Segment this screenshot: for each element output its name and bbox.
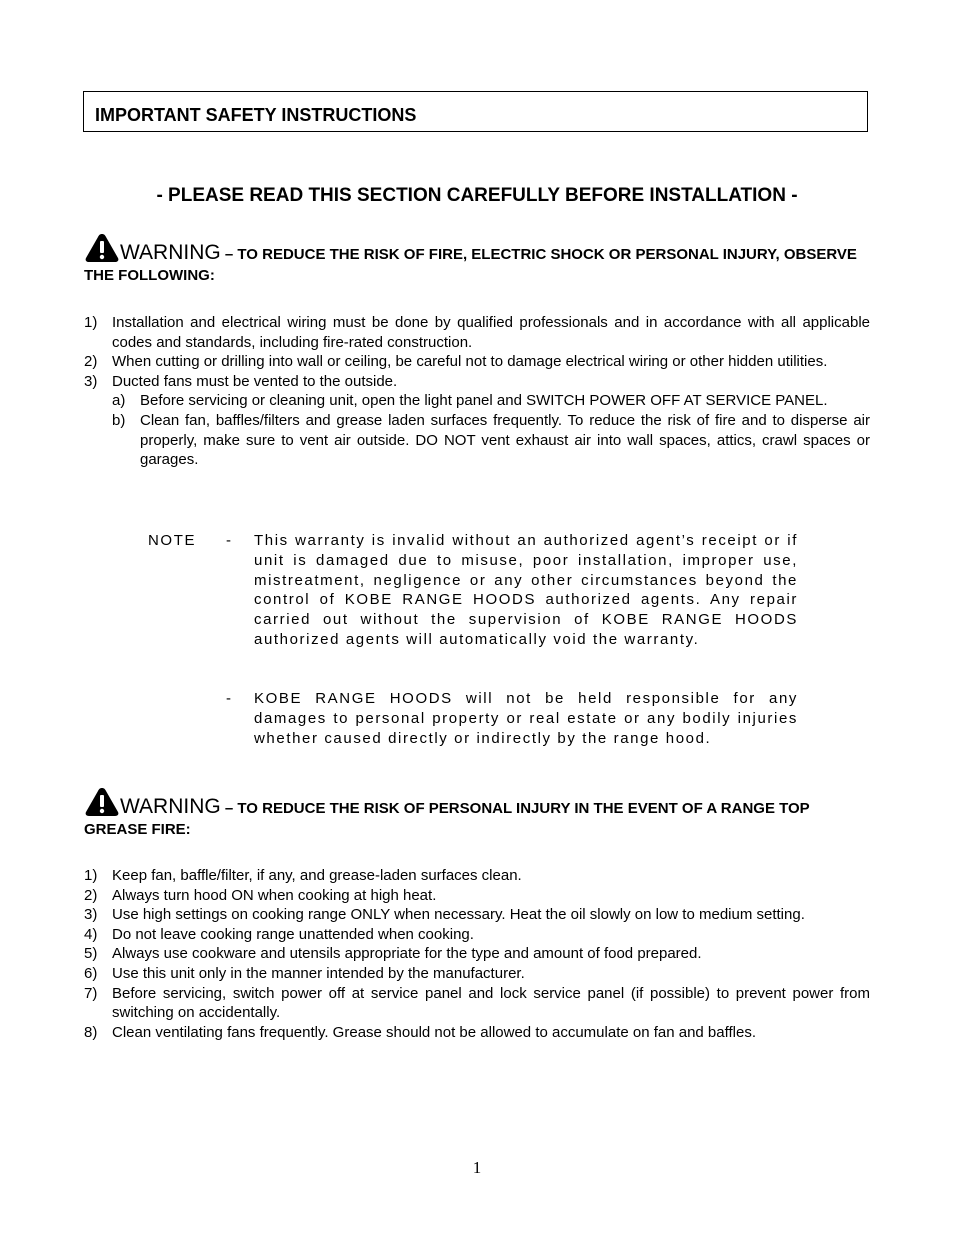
item-number: 8): [84, 1023, 98, 1041]
list-item: [84, 925, 870, 945]
warning-word: WARNING: [120, 795, 221, 818]
item-text: Ducted fans must be vented to the outside.: [112, 372, 398, 390]
item-number: 7): [84, 984, 98, 1002]
list-item: [84, 905, 870, 925]
warning-text: – TO REDUCE THE RISK OF PERSONAL INJURY IN THE EVENT OF A RANGE TOP GREASE FIRE:: [84, 800, 810, 838]
item-number: 2): [84, 353, 98, 371]
note-dash: -: [226, 532, 233, 549]
item-number: 5): [84, 945, 98, 963]
list-item: [84, 372, 870, 392]
item-number: 2): [84, 886, 98, 904]
item-text: Before servicing or cleaning unit, open the light panel and SWITCH POWER OFF AT SERVICE PANEL.: [140, 392, 828, 410]
item-text: Always turn hood ON when cooking at high heat.: [112, 886, 437, 904]
list-item: [84, 944, 870, 964]
item-number: 4): [84, 925, 98, 943]
item-letter: b): [112, 411, 126, 429]
subtitle: - PLEASE READ THIS SECTION CAREFULLY BEFORE INSTALLATION -: [156, 185, 798, 206]
note-block-1: [148, 531, 798, 650]
list-item: [84, 866, 870, 886]
warning-heading-2: [84, 787, 870, 840]
item-letter: a): [112, 392, 126, 410]
item-text: Keep fan, baffle/filter, if any, and grease-laden surfaces clean.: [112, 867, 522, 884]
item-text: Do not leave cooking range unattended when cooking.: [112, 925, 474, 943]
note-text: This warranty is invalid without an authorized agent’s receipt or if unit is damaged due to misuse, poor installation, improper use, mistreatment, negligence or any other circumstances beyond the control of KOBE RANGE HOODS authorized agents. Any repair carried out without the supervision of KOBE RANGE HOODS authorized agents will automatically void the warranty.: [254, 532, 798, 648]
note-text: KOBE RANGE HOODS will not be held responsible for any damages to personal property or real estate or any bodily injuries whether caused directly or indirectly by the range hood.: [254, 690, 798, 747]
instructions-list-1: [84, 313, 870, 470]
sub-list-item: [84, 411, 870, 470]
item-number: 1): [84, 314, 98, 331]
item-number: 1): [84, 867, 98, 884]
sub-list-item: [84, 391, 870, 411]
list-item: [84, 313, 870, 352]
note-label: NOTE: [148, 532, 197, 549]
item-text: Clean fan, baffles/filters and grease laden surfaces frequently. To reduce the risk of fire and to disperse air properly, make sure to vent air outside. DO NOT vent exhaust air into wall spaces, attics, crawl spaces or garages.: [140, 411, 870, 469]
section-title-box: [83, 91, 868, 132]
warning-exclamation-icon: [84, 233, 120, 263]
item-number: 6): [84, 964, 98, 982]
list-item: [84, 964, 870, 984]
item-number: 3): [84, 372, 98, 390]
item-number: 3): [84, 906, 98, 924]
item-text: Before servicing, switch power off at service panel and lock service panel (if possible) to prevent power from switching on accidentally.: [112, 984, 870, 1022]
note-dash: -: [226, 690, 233, 707]
list-item: [84, 1023, 870, 1043]
list-item: [84, 984, 870, 1023]
warning-heading-1: [84, 233, 870, 286]
item-text: Clean ventilating fans frequently. Grease should not be allowed to accumulate on fan and baffles.: [112, 1023, 757, 1041]
item-text: Use this unit only in the manner intended by the manufacturer.: [112, 964, 525, 982]
warning-text: – TO REDUCE THE RISK OF FIRE, ELECTRIC SHOCK OR PERSONAL INJURY, OBSERVE THE FOLLOWING:: [84, 246, 857, 284]
note-block-2: [148, 689, 798, 748]
list-item: [84, 352, 870, 372]
list-item: [84, 886, 870, 906]
item-text: Installation and electrical wiring must be done by qualified professionals and in accordance with all applicable codes and standards, including fire-rated construction.: [112, 314, 870, 351]
item-text: When cutting or drilling into wall or ceiling, be careful not to damage electrical wiring or other hidden utilities.: [112, 353, 828, 371]
instructions-list-2: [84, 866, 870, 1042]
warning-word: WARNING: [120, 241, 221, 264]
page-number: 1: [472, 1158, 482, 1177]
section-title: IMPORTANT SAFETY INSTRUCTIONS: [95, 105, 417, 125]
item-text: Always use cookware and utensils appropriate for the type and amount of food prepared.: [112, 945, 702, 963]
warning-exclamation-icon: [84, 787, 120, 817]
item-text: Use high settings on cooking range ONLY when necessary. Heat the oil slowly on low to medium setting.: [112, 906, 805, 924]
